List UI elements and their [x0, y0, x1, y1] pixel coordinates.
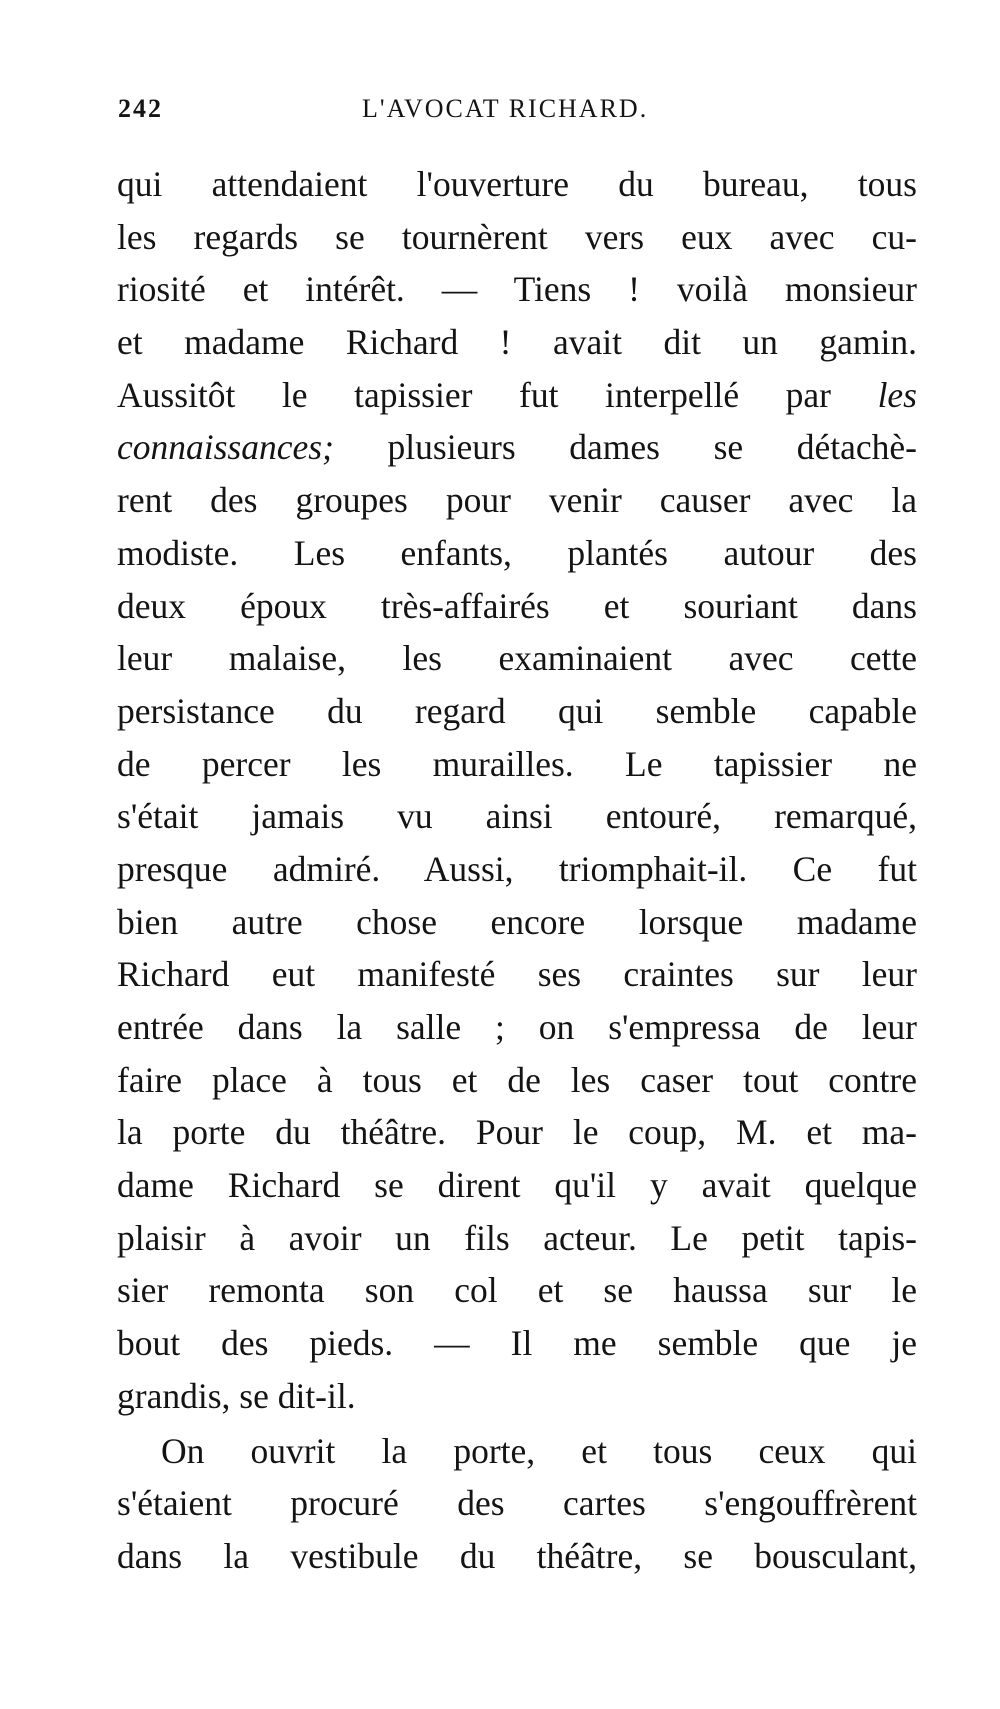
- text-line: [117, 1001, 917, 1054]
- text-line: [117, 1477, 917, 1530]
- text-segment: dans la vestibule du théâtre, se bousculant,: [117, 1535, 917, 1576]
- text-line: [117, 211, 917, 264]
- text-segment: et madame Richard ! avait dit un gamin.: [117, 322, 917, 363]
- text-segment: modiste. Les enfants, plantés autour des: [117, 532, 917, 573]
- text-line: [117, 1317, 917, 1370]
- text-line: [117, 1264, 917, 1317]
- text-segment: plusieurs dames se détachè-: [333, 427, 917, 468]
- page-number: 242: [118, 94, 163, 123]
- text-line: [117, 1212, 917, 1265]
- text-segment: leur malaise, les examinaient avec cette: [117, 638, 917, 679]
- text-segment: dame Richard se dirent qu'il y avait quelque: [117, 1165, 917, 1206]
- text-line: [117, 896, 917, 949]
- text-segment: entrée dans la salle ; on s'empressa de leur: [117, 1007, 917, 1047]
- text-segment: plaisir à avoir un fils acteur. Le petit tapis-: [117, 1217, 917, 1258]
- text-line: [117, 738, 917, 791]
- text-line: [117, 948, 917, 1001]
- text-line: [117, 580, 917, 633]
- text-line: [117, 474, 917, 527]
- text-segment: riosité et intérêt. — Tiens ! voilà monsieur: [117, 269, 917, 310]
- text-segment: faire place à tous et de les caser tout contre: [117, 1059, 917, 1100]
- text-line: [117, 790, 917, 843]
- text-line: [117, 1425, 917, 1478]
- text-segment: sier remonta son col et se haussa sur le: [117, 1270, 917, 1311]
- text-segment: Aussitôt le tapissier fut interpellé par: [117, 374, 878, 415]
- text-line: [117, 1159, 917, 1212]
- text-segment: deux époux très-affairés et souriant dans: [117, 585, 917, 626]
- text-line: [117, 527, 917, 580]
- text-segment: de percer les murailles. Le tapissier ne: [117, 743, 917, 784]
- text-line: [117, 685, 917, 738]
- text-line: [117, 843, 917, 896]
- italic-text: connaissances;: [117, 427, 334, 468]
- text-segment: bout des pieds. — Il me semble que je: [117, 1323, 917, 1364]
- text-line: [117, 263, 917, 316]
- text-line: [117, 1054, 917, 1107]
- text-segment: persistance du regard qui semble capable: [117, 690, 917, 731]
- running-title: L'AVOCAT RICHARD.: [362, 94, 649, 123]
- text-segment: qui attendaient l'ouverture du bureau, tous: [117, 164, 917, 204]
- text-segment: rent des groupes pour venir causer avec la: [117, 480, 917, 521]
- paragraph: [117, 1425, 917, 1583]
- text-segment: On ouvrit la porte, et tous ceux qui: [161, 1430, 917, 1471]
- text-segment: bien autre chose encore lorsque madame: [117, 901, 917, 942]
- italic-text: les: [877, 374, 917, 415]
- text-segment: grandis, se dit-il.: [117, 1375, 356, 1416]
- text-segment: s'était jamais vu ainsi entouré, remarqué,: [117, 796, 917, 837]
- text-segment: les regards se tournèrent vers eux avec cu-: [117, 216, 917, 257]
- text-line: [117, 1530, 917, 1583]
- text-segment: la porte du théâtre. Pour le coup, M. et ma-: [117, 1112, 917, 1153]
- text-line: [117, 1370, 917, 1423]
- text-line: [117, 1106, 917, 1159]
- text-line: [117, 632, 917, 685]
- text-line: [117, 158, 917, 211]
- text-line: [117, 316, 917, 369]
- text-line: [117, 421, 917, 474]
- page-header: [118, 94, 918, 124]
- page-body-text: [117, 158, 917, 1583]
- text-line: [117, 369, 917, 422]
- text-segment: s'étaient procuré des cartes s'engouffrèrent: [117, 1483, 917, 1524]
- text-segment: presque admiré. Aussi, triomphait-il. Ce fut: [117, 848, 917, 889]
- text-segment: Richard eut manifesté ses craintes sur leur: [117, 954, 917, 995]
- paragraph: [117, 158, 917, 1423]
